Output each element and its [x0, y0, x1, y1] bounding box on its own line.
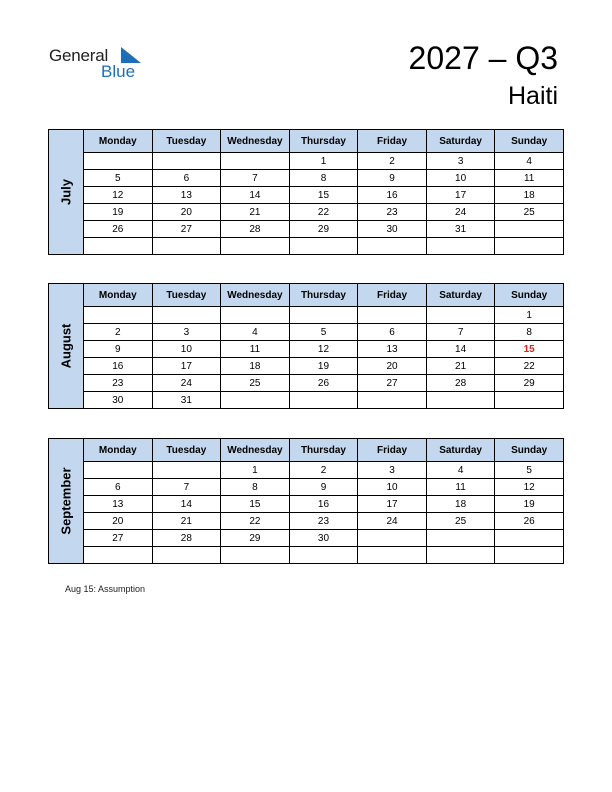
- weekday-header: Wednesday: [221, 130, 290, 153]
- week-row: [49, 375, 564, 392]
- month-label-cell: [49, 130, 84, 255]
- day-cell: 26: [495, 513, 564, 530]
- day-cell: 7: [221, 170, 290, 187]
- day-cell: 1: [221, 462, 290, 479]
- week-row: [49, 221, 564, 238]
- month-name: July: [58, 178, 74, 206]
- holiday-day-cell: 15: [495, 341, 564, 358]
- weekday-header: Sunday: [495, 284, 564, 307]
- day-cell: 23: [358, 204, 427, 221]
- day-cell: 2: [358, 153, 427, 170]
- weekday-header: Saturday: [426, 284, 495, 307]
- day-cell: 10: [426, 170, 495, 187]
- day-cell: 2: [84, 324, 153, 341]
- day-cell: [495, 547, 564, 564]
- weekday-header: Tuesday: [152, 130, 221, 153]
- day-cell: [426, 238, 495, 255]
- day-cell: 12: [84, 187, 153, 204]
- week-row: [49, 187, 564, 204]
- day-cell: 26: [289, 375, 358, 392]
- calendar-table: [48, 438, 564, 564]
- weekday-header: Friday: [358, 284, 427, 307]
- weekday-header: Monday: [84, 284, 153, 307]
- holiday-note: Aug 15: Assumption: [65, 584, 146, 594]
- day-cell: [221, 547, 290, 564]
- country-name: Haiti: [507, 82, 558, 110]
- month-label-cell: [49, 284, 84, 409]
- week-row: [49, 204, 564, 221]
- weekday-header: Wednesday: [221, 439, 290, 462]
- day-cell: [221, 392, 290, 409]
- day-cell: [358, 238, 427, 255]
- day-cell: 30: [289, 530, 358, 547]
- day-cell: [495, 392, 564, 409]
- day-cell: 5: [495, 462, 564, 479]
- day-cell: 20: [84, 513, 153, 530]
- month-label-cell: [49, 439, 84, 564]
- day-cell: [152, 307, 221, 324]
- day-cell: 8: [289, 170, 358, 187]
- day-cell: 14: [152, 496, 221, 513]
- day-cell: [84, 238, 153, 255]
- calendar-table: [48, 129, 564, 255]
- day-cell: 27: [152, 221, 221, 238]
- day-cell: 16: [358, 187, 427, 204]
- weekday-header: Wednesday: [221, 284, 290, 307]
- week-row: [49, 341, 564, 358]
- weekday-header: Sunday: [495, 130, 564, 153]
- day-cell: 30: [358, 221, 427, 238]
- day-cell: 11: [495, 170, 564, 187]
- day-cell: 6: [358, 324, 427, 341]
- day-cell: [426, 547, 495, 564]
- day-cell: 12: [289, 341, 358, 358]
- day-cell: 4: [426, 462, 495, 479]
- week-row: [49, 238, 564, 255]
- day-cell: 14: [221, 187, 290, 204]
- day-cell: 11: [426, 479, 495, 496]
- day-cell: 17: [152, 358, 221, 375]
- day-cell: 17: [426, 187, 495, 204]
- week-row: [49, 547, 564, 564]
- day-cell: 20: [358, 358, 427, 375]
- day-cell: 19: [289, 358, 358, 375]
- day-cell: 16: [84, 358, 153, 375]
- day-cell: 10: [152, 341, 221, 358]
- day-cell: [495, 238, 564, 255]
- day-cell: [495, 221, 564, 238]
- day-cell: [289, 238, 358, 255]
- day-cell: 9: [84, 341, 153, 358]
- weekday-header-row: [49, 439, 564, 462]
- day-cell: 28: [221, 221, 290, 238]
- day-cell: 5: [84, 170, 153, 187]
- day-cell: 13: [152, 187, 221, 204]
- day-cell: 12: [495, 479, 564, 496]
- day-cell: 21: [152, 513, 221, 530]
- weekday-header: Sunday: [495, 439, 564, 462]
- day-cell: 1: [289, 153, 358, 170]
- day-cell: 21: [426, 358, 495, 375]
- day-cell: 19: [495, 496, 564, 513]
- day-cell: 24: [426, 204, 495, 221]
- day-cell: 29: [495, 375, 564, 392]
- day-cell: [358, 307, 427, 324]
- day-cell: 7: [152, 479, 221, 496]
- day-cell: [221, 238, 290, 255]
- page-title: 2027 – Q3: [408, 40, 558, 76]
- day-cell: [152, 462, 221, 479]
- week-row: [49, 530, 564, 547]
- day-cell: 22: [495, 358, 564, 375]
- day-cell: 27: [358, 375, 427, 392]
- day-cell: 28: [152, 530, 221, 547]
- day-cell: 2: [289, 462, 358, 479]
- day-cell: 24: [152, 375, 221, 392]
- day-cell: [84, 547, 153, 564]
- day-cell: 30: [84, 392, 153, 409]
- day-cell: [221, 307, 290, 324]
- weekday-header: Tuesday: [152, 284, 221, 307]
- day-cell: 19: [84, 204, 153, 221]
- day-cell: 16: [289, 496, 358, 513]
- day-cell: 26: [84, 221, 153, 238]
- month-calendar-july: [48, 129, 564, 255]
- day-cell: [152, 238, 221, 255]
- day-cell: [358, 547, 427, 564]
- week-row: [49, 392, 564, 409]
- weekday-header: Thursday: [289, 130, 358, 153]
- day-cell: 10: [358, 479, 427, 496]
- day-cell: 7: [426, 324, 495, 341]
- logo: [49, 44, 149, 84]
- day-cell: [152, 153, 221, 170]
- weekday-header: Monday: [84, 130, 153, 153]
- weekday-header: Saturday: [426, 130, 495, 153]
- day-cell: [426, 392, 495, 409]
- day-cell: [289, 392, 358, 409]
- weekday-header-row: [49, 130, 564, 153]
- day-cell: 5: [289, 324, 358, 341]
- day-cell: 1: [495, 307, 564, 324]
- day-cell: [358, 530, 427, 547]
- day-cell: 3: [358, 462, 427, 479]
- weekday-header: Thursday: [289, 439, 358, 462]
- day-cell: [426, 530, 495, 547]
- day-cell: 20: [152, 204, 221, 221]
- day-cell: 24: [358, 513, 427, 530]
- week-row: [49, 479, 564, 496]
- day-cell: 15: [289, 187, 358, 204]
- day-cell: [152, 547, 221, 564]
- day-cell: 21: [221, 204, 290, 221]
- day-cell: 25: [495, 204, 564, 221]
- day-cell: 25: [426, 513, 495, 530]
- logo-text-general: General: [49, 46, 109, 65]
- day-cell: 8: [495, 324, 564, 341]
- weekday-header: Tuesday: [152, 439, 221, 462]
- day-cell: 4: [495, 153, 564, 170]
- logo-triangle-icon: [121, 47, 141, 63]
- day-cell: 23: [289, 513, 358, 530]
- day-cell: 15: [221, 496, 290, 513]
- day-cell: 22: [289, 204, 358, 221]
- day-cell: [84, 307, 153, 324]
- day-cell: [84, 153, 153, 170]
- day-cell: 13: [84, 496, 153, 513]
- day-cell: 3: [152, 324, 221, 341]
- calendar-table: [48, 283, 564, 409]
- day-cell: [221, 153, 290, 170]
- day-cell: [495, 530, 564, 547]
- day-cell: [289, 547, 358, 564]
- day-cell: 9: [358, 170, 427, 187]
- week-row: [49, 496, 564, 513]
- logo-text-blue: Blue: [101, 62, 136, 81]
- day-cell: 18: [495, 187, 564, 204]
- day-cell: 8: [221, 479, 290, 496]
- day-cell: 17: [358, 496, 427, 513]
- weekday-header: Monday: [84, 439, 153, 462]
- weekday-header: Friday: [358, 130, 427, 153]
- week-row: [49, 170, 564, 187]
- day-cell: 31: [426, 221, 495, 238]
- day-cell: 6: [152, 170, 221, 187]
- day-cell: 22: [221, 513, 290, 530]
- day-cell: 13: [358, 341, 427, 358]
- day-cell: 25: [221, 375, 290, 392]
- day-cell: 11: [221, 341, 290, 358]
- day-cell: 4: [221, 324, 290, 341]
- month-name: August: [58, 323, 74, 369]
- day-cell: 18: [221, 358, 290, 375]
- week-row: [49, 462, 564, 479]
- weekday-header-row: [49, 284, 564, 307]
- month-calendar-september: [48, 438, 564, 564]
- month-calendar-august: [48, 283, 564, 409]
- month-name: September: [58, 467, 74, 535]
- weekday-header: Saturday: [426, 439, 495, 462]
- day-cell: 29: [221, 530, 290, 547]
- week-row: [49, 153, 564, 170]
- day-cell: [426, 307, 495, 324]
- day-cell: 6: [84, 479, 153, 496]
- weekday-header: Friday: [358, 439, 427, 462]
- day-cell: 28: [426, 375, 495, 392]
- day-cell: [289, 307, 358, 324]
- day-cell: 3: [426, 153, 495, 170]
- week-row: [49, 358, 564, 375]
- day-cell: 31: [152, 392, 221, 409]
- day-cell: 23: [84, 375, 153, 392]
- day-cell: 9: [289, 479, 358, 496]
- day-cell: 14: [426, 341, 495, 358]
- week-row: [49, 513, 564, 530]
- weekday-header: Thursday: [289, 284, 358, 307]
- day-cell: 29: [289, 221, 358, 238]
- day-cell: [84, 462, 153, 479]
- day-cell: 27: [84, 530, 153, 547]
- day-cell: 18: [426, 496, 495, 513]
- week-row: [49, 307, 564, 324]
- week-row: [49, 324, 564, 341]
- day-cell: [358, 392, 427, 409]
